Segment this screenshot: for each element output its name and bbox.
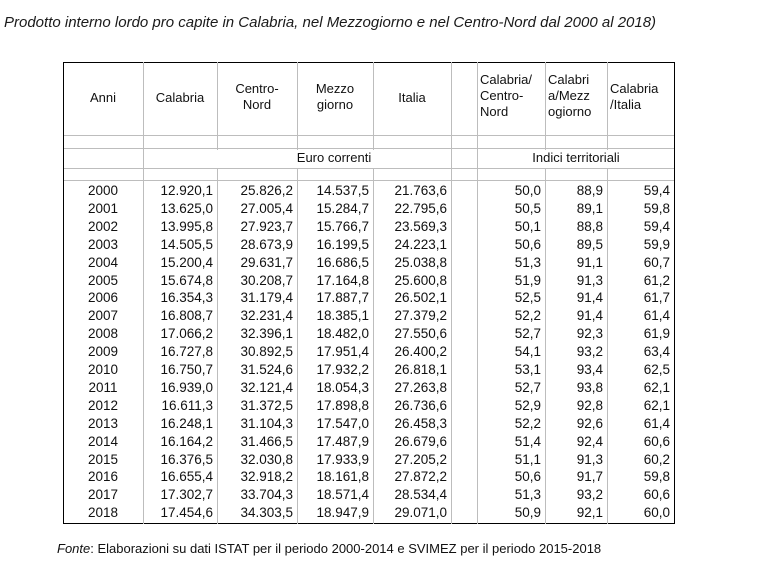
index-cal-cn-cell: 52,7 xyxy=(514,379,541,395)
index-cal-cn-cell: 52,5 xyxy=(514,290,541,306)
mezzogiorno-cell: 17.898,8 xyxy=(316,397,369,413)
mezzogiorno-cell: 18.054,3 xyxy=(316,379,369,395)
table-row xyxy=(63,416,675,432)
year-cell: 2013 xyxy=(87,415,119,431)
group-bottom-rule xyxy=(63,168,675,169)
calabria-cell: 16.655,4 xyxy=(160,469,213,485)
data-top-rule xyxy=(63,180,675,181)
centro-nord-cell: 31.372,5 xyxy=(240,397,293,413)
year-cell: 2016 xyxy=(87,469,119,485)
centro-nord-cell: 32.918,2 xyxy=(240,469,293,485)
table-row xyxy=(63,201,675,217)
centro-nord-cell: 30.208,7 xyxy=(240,272,293,288)
year-cell: 2000 xyxy=(87,183,119,198)
index-cal-mezz-cell: 92,3 xyxy=(576,326,603,342)
centro-nord-cell: 27.005,4 xyxy=(240,200,293,216)
index-cal-ita-cell: 59,9 xyxy=(643,236,670,252)
group-label-euro: Euro correnti xyxy=(296,150,372,165)
calabria-cell: 16.354,3 xyxy=(160,290,213,306)
italia-cell: 27.263,8 xyxy=(394,379,447,395)
year-cell: 2015 xyxy=(87,451,119,467)
gdp-table xyxy=(63,62,675,524)
year-cell: 2003 xyxy=(87,236,119,252)
index-cal-ita-cell: 61,2 xyxy=(643,272,670,288)
table-row xyxy=(63,183,675,199)
index-cal-ita-cell: 60,6 xyxy=(643,487,670,503)
index-cal-cn-cell: 51,3 xyxy=(514,487,541,503)
source-text: : Elaborazioni su dati ISTAT per il periodo 2000-2014 e SVIMEZ per il periodo 2015-2018 xyxy=(90,541,602,556)
calabria-cell: 16.376,5 xyxy=(160,451,213,467)
mezzogiorno-cell: 18.385,1 xyxy=(316,308,369,324)
table-top-border xyxy=(63,62,675,63)
mezzogiorno-cell: 15.284,7 xyxy=(316,200,369,216)
index-cal-cn-cell: 52,2 xyxy=(514,308,541,324)
mezzogiorno-cell: 17.164,8 xyxy=(316,272,369,288)
header-separator xyxy=(63,135,675,136)
source-note xyxy=(57,541,601,556)
table-row xyxy=(63,344,675,360)
index-cal-mezz-cell: 92,8 xyxy=(576,397,603,413)
italia-cell: 22.795,6 xyxy=(394,200,447,216)
table-row xyxy=(63,237,675,253)
index-cal-cn-cell: 52,2 xyxy=(514,415,541,431)
index-cal-ita-cell: 61,7 xyxy=(643,290,670,306)
mezzogiorno-cell: 18.571,4 xyxy=(316,487,369,503)
index-cal-ita-cell: 60,0 xyxy=(643,505,670,521)
index-cal-mezz-cell: 88,8 xyxy=(576,218,603,234)
index-cal-cn-cell: 51,4 xyxy=(514,433,541,449)
index-cal-mezz-cell: 91,3 xyxy=(576,451,603,467)
year-cell: 2004 xyxy=(87,254,119,270)
table-row xyxy=(63,469,675,485)
index-cal-ita-cell: 60,7 xyxy=(643,254,670,270)
index-cal-cn-cell: 50,1 xyxy=(514,218,541,234)
italia-cell: 28.534,4 xyxy=(394,487,447,503)
header-italia: Italia xyxy=(398,90,426,105)
index-cal-mezz-cell: 93,8 xyxy=(576,379,603,395)
table-bottom-border xyxy=(63,523,675,524)
index-cal-mezz-cell: 91,4 xyxy=(576,290,603,306)
year-cell: 2011 xyxy=(88,379,118,395)
mezzogiorno-cell: 14.537,5 xyxy=(316,183,369,198)
index-cal-cn-cell: 50,5 xyxy=(514,200,541,216)
index-cal-ita-cell: 62,5 xyxy=(643,362,670,377)
index-cal-cn-cell: 51,1 xyxy=(514,451,541,467)
centro-nord-cell: 31.104,3 xyxy=(240,415,293,431)
year-cell: 2018 xyxy=(87,505,119,521)
centro-nord-cell: 27.923,7 xyxy=(240,218,293,234)
calabria-cell: 15.674,8 xyxy=(160,272,213,288)
calabria-cell: 12.920,1 xyxy=(160,183,213,198)
year-cell: 2005 xyxy=(87,272,119,288)
index-cal-ita-cell: 61,4 xyxy=(643,415,670,431)
calabria-cell: 16.727,8 xyxy=(160,344,213,360)
index-cal-cn-cell: 51,3 xyxy=(514,254,541,270)
calabria-cell: 17.066,2 xyxy=(160,326,213,342)
index-cal-mezz-cell: 91,7 xyxy=(576,469,603,485)
index-cal-ita-cell: 59,4 xyxy=(643,218,670,234)
index-cal-ita-cell: 62,1 xyxy=(643,379,670,395)
centro-nord-cell: 30.892,5 xyxy=(240,344,293,360)
header-anni: Anni xyxy=(89,90,117,105)
table-row xyxy=(63,290,675,306)
calabria-cell: 17.454,6 xyxy=(160,505,213,521)
index-cal-cn-cell: 54,1 xyxy=(514,344,541,360)
mezzogiorno-cell: 16.686,5 xyxy=(316,254,369,270)
index-cal-ita-cell: 59,8 xyxy=(643,200,670,216)
index-cal-mezz-cell: 93,2 xyxy=(576,487,603,503)
centro-nord-cell: 33.704,3 xyxy=(240,487,293,503)
centro-nord-cell: 31.179,4 xyxy=(240,290,293,306)
header-centro-nord: Centro- Nord xyxy=(235,81,279,112)
index-cal-ita-cell: 60,2 xyxy=(643,451,670,467)
index-cal-cn-cell: 50,6 xyxy=(514,236,541,252)
table-row xyxy=(63,219,675,235)
header-index-calabria-centro-nord: Calabria/ Centro- Nord xyxy=(480,72,533,119)
mezzogiorno-cell: 18.947,9 xyxy=(316,505,369,521)
mezzogiorno-cell: 16.199,5 xyxy=(316,236,369,252)
index-cal-mezz-cell: 92,4 xyxy=(576,433,603,449)
table-row xyxy=(63,452,675,468)
index-cal-ita-cell: 60,6 xyxy=(643,433,670,449)
index-cal-ita-cell: 61,4 xyxy=(643,308,670,324)
mezzogiorno-cell: 18.482,0 xyxy=(316,326,369,342)
index-cal-mezz-cell: 92,1 xyxy=(576,505,603,521)
header-mezzogiorno: Mezzo giorno xyxy=(315,81,355,112)
index-cal-mezz-cell: 91,1 xyxy=(576,254,603,270)
calabria-cell: 14.505,5 xyxy=(160,236,213,252)
mezzogiorno-cell: 17.933,9 xyxy=(316,451,369,467)
centro-nord-cell: 32.396,1 xyxy=(240,326,293,342)
italia-cell: 26.679,6 xyxy=(394,433,447,449)
year-cell: 2010 xyxy=(87,362,119,377)
year-cell: 2014 xyxy=(87,433,119,449)
index-cal-cn-cell: 53,1 xyxy=(514,362,541,377)
index-cal-mezz-cell: 89,5 xyxy=(576,236,603,252)
year-cell: 2007 xyxy=(87,308,119,324)
italia-cell: 25.038,8 xyxy=(394,254,447,270)
mezzogiorno-cell: 17.932,2 xyxy=(316,362,369,377)
calabria-cell: 16.611,3 xyxy=(161,397,213,413)
group-top-rule xyxy=(63,148,675,149)
italia-cell: 29.071,0 xyxy=(394,505,447,521)
italia-cell: 24.223,1 xyxy=(394,236,447,252)
index-cal-cn-cell: 50,0 xyxy=(514,183,541,198)
index-cal-mezz-cell: 91,3 xyxy=(576,272,603,288)
centro-nord-cell: 34.303,5 xyxy=(240,505,293,521)
year-cell: 2002 xyxy=(87,218,119,234)
mezzogiorno-cell: 18.161,8 xyxy=(316,469,369,485)
index-cal-ita-cell: 62,1 xyxy=(643,397,670,413)
centro-nord-cell: 32.030,8 xyxy=(240,451,293,467)
calabria-cell: 16.750,7 xyxy=(160,362,213,377)
calabria-cell: 15.200,4 xyxy=(160,254,213,270)
mezzogiorno-cell: 17.887,7 xyxy=(316,290,369,306)
header-index-calabria-mezzogiorno: Calabri a/Mezz ogiorno xyxy=(548,72,592,119)
centro-nord-cell: 32.231,4 xyxy=(240,308,293,324)
centro-nord-cell: 31.466,5 xyxy=(240,433,293,449)
table-row xyxy=(63,398,675,414)
italia-cell: 26.400,2 xyxy=(394,344,447,360)
italia-cell: 26.458,3 xyxy=(394,415,447,431)
table-row xyxy=(63,434,675,450)
italia-cell: 23.569,3 xyxy=(394,218,447,234)
table-row xyxy=(63,487,675,503)
calabria-cell: 16.808,7 xyxy=(160,308,213,324)
calabria-cell: 13.625,0 xyxy=(160,200,213,216)
italia-cell: 26.502,1 xyxy=(394,290,447,306)
mezzogiorno-cell: 17.951,4 xyxy=(316,344,369,360)
index-cal-mezz-cell: 92,6 xyxy=(576,415,603,431)
index-cal-mezz-cell: 88,9 xyxy=(576,183,603,198)
index-cal-mezz-cell: 89,1 xyxy=(576,200,603,216)
group-label-indici: Indici territoriali xyxy=(532,150,620,165)
header-index-calabria-italia: Calabria /Italia xyxy=(610,81,659,112)
table-row xyxy=(63,273,675,289)
table-row xyxy=(63,505,675,521)
mezzogiorno-cell: 17.547,0 xyxy=(316,415,369,431)
index-cal-mezz-cell: 93,4 xyxy=(576,362,603,377)
italia-cell: 27.872,2 xyxy=(394,469,447,485)
calabria-cell: 16.939,0 xyxy=(160,379,213,395)
index-cal-ita-cell: 59,4 xyxy=(643,183,670,198)
italia-cell: 27.379,2 xyxy=(394,308,447,324)
calabria-cell: 17.302,7 xyxy=(160,487,213,503)
table-row xyxy=(63,380,675,396)
calabria-cell: 16.164,2 xyxy=(160,433,213,449)
year-cell: 2001 xyxy=(87,200,119,216)
italia-cell: 26.818,1 xyxy=(394,362,447,377)
table-row xyxy=(63,308,675,324)
year-cell: 2006 xyxy=(87,290,119,306)
centro-nord-cell: 29.631,7 xyxy=(240,254,293,270)
centro-nord-cell: 25.826,2 xyxy=(240,183,293,198)
centro-nord-cell: 32.121,4 xyxy=(240,379,293,395)
centro-nord-cell: 28.673,9 xyxy=(240,236,293,252)
header-calabria: Calabria xyxy=(155,90,205,105)
index-cal-ita-cell: 61,9 xyxy=(643,326,670,342)
table-row xyxy=(63,255,675,271)
italia-cell: 25.600,8 xyxy=(394,272,447,288)
mezzogiorno-cell: 17.487,9 xyxy=(316,433,369,449)
source-label: Fonte xyxy=(57,541,91,556)
index-cal-ita-cell: 59,8 xyxy=(643,469,670,485)
italia-cell: 21.763,6 xyxy=(394,183,447,198)
italia-cell: 27.550,6 xyxy=(394,326,447,342)
index-cal-mezz-cell: 91,4 xyxy=(576,308,603,324)
italia-cell: 27.205,2 xyxy=(394,451,447,467)
year-cell: 2017 xyxy=(87,487,119,503)
year-cell: 2012 xyxy=(87,397,119,413)
index-cal-ita-cell: 63,4 xyxy=(643,344,670,360)
year-cell: 2008 xyxy=(87,326,119,342)
col-divider xyxy=(373,62,374,150)
calabria-cell: 16.248,1 xyxy=(160,415,213,431)
centro-nord-cell: 31.524,6 xyxy=(240,362,293,377)
index-cal-cn-cell: 52,9 xyxy=(514,397,541,413)
italia-cell: 26.736,6 xyxy=(394,397,447,413)
year-cell: 2009 xyxy=(87,344,119,360)
index-cal-cn-cell: 52,7 xyxy=(514,326,541,342)
table-title: Prodotto interno lordo pro capite in Calabria, nel Mezzogiorno e nel Centro-Nord dal 2000 al 2018) xyxy=(4,14,657,31)
index-cal-cn-cell: 50,6 xyxy=(514,469,541,485)
index-cal-cn-cell: 51,9 xyxy=(514,272,541,288)
mezzogiorno-cell: 15.766,7 xyxy=(316,218,369,234)
index-cal-mezz-cell: 93,2 xyxy=(576,344,603,360)
index-cal-cn-cell: 50,9 xyxy=(514,505,541,521)
table-row xyxy=(63,326,675,342)
calabria-cell: 13.995,8 xyxy=(160,218,213,234)
table-row xyxy=(63,362,675,378)
